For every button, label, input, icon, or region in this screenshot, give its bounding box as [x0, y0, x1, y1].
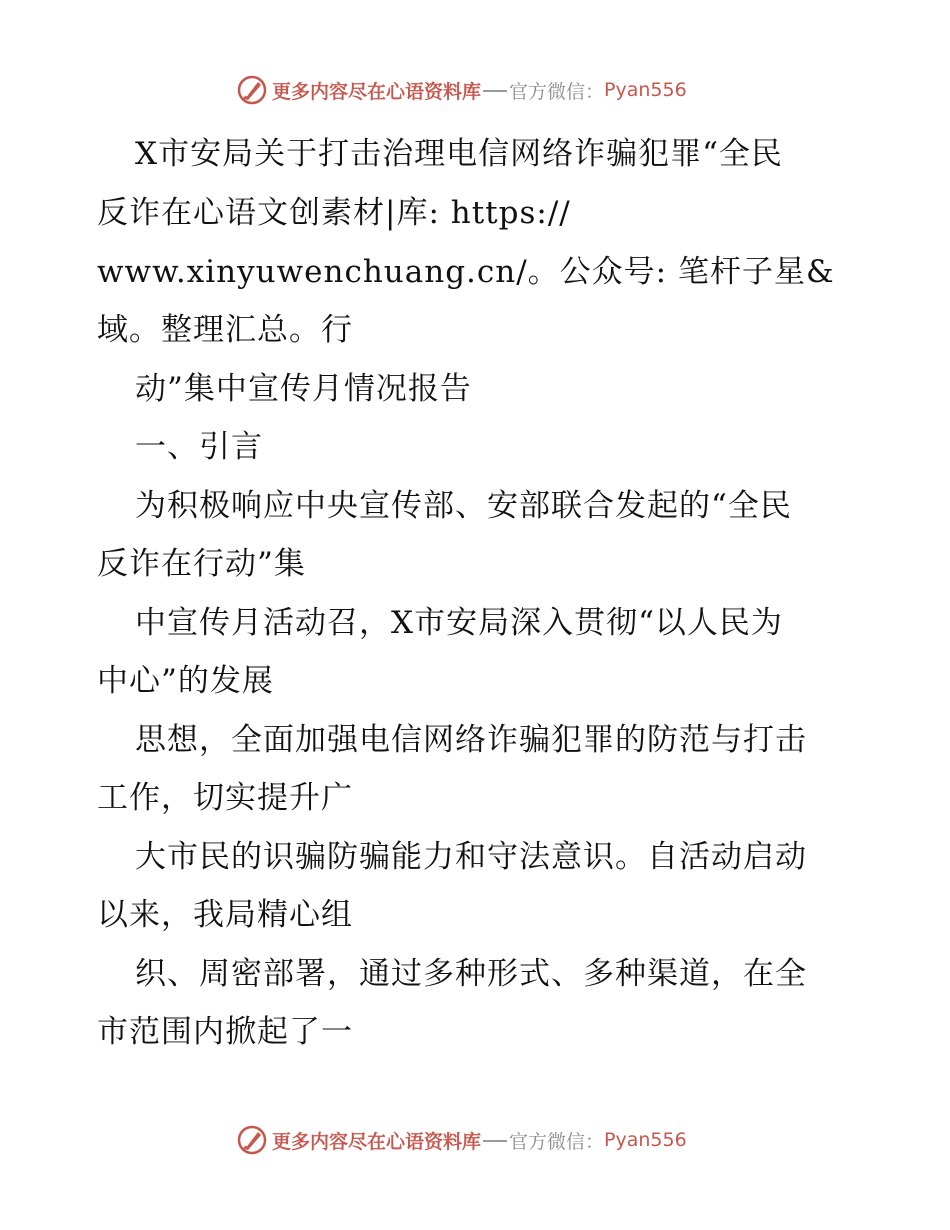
footer-watermark [236, 1122, 687, 1158]
watermark-slogan: 更多内容尽在心语资料库 [272, 80, 482, 103]
text-line: 大市民的识骗防骗能力和守法意识。自活动启动 [135, 839, 807, 875]
section-heading: 一、引言 [135, 429, 263, 465]
text-line: 动”集中宣传月情况报告 [135, 371, 472, 407]
text-line: 反诈在行动”集 [97, 546, 306, 582]
watermark-slogan: 更多内容尽在心语资料库 [272, 1130, 482, 1153]
header-watermark [236, 72, 687, 108]
watermark-wechat-label: 官方微信： [509, 80, 605, 103]
quill-logo-icon [236, 74, 268, 106]
watermark-wechat-label: 官方微信： [509, 1130, 605, 1153]
watermark-dash [483, 90, 507, 92]
text-line: 中宣传月活动召，X市安局深入贯彻“以人民为 [135, 605, 783, 641]
text-line: 思想，全面加强电信网络诈骗犯罪的防范与打击 [135, 722, 807, 758]
text-line: 以来，我局精心组 [97, 897, 353, 933]
text-line: 中心”的发展 [97, 663, 274, 699]
text-line: 市范围内掀起了一 [97, 1014, 353, 1050]
watermark-dash [483, 1140, 507, 1142]
text-line: 织、周密部署，通过多种形式、多种渠道，在全 [135, 956, 807, 992]
quill-logo-icon [236, 1124, 268, 1156]
watermark-wechat-id: Pyan556 [604, 79, 687, 101]
watermark-wechat-id: Pyan556 [604, 1129, 687, 1151]
text-line: 为积极响应中央宣传部、安部联合发起的“全民 [135, 488, 792, 524]
text-line: 反诈在心语文创素材|库: https:// [97, 195, 571, 231]
text-line: X市安局关于打击治理电信网络诈骗犯罪“全民 [135, 136, 783, 172]
text-line: www.xinyuwenchuang.cn/。公众号: 笔杆子星& [97, 254, 835, 290]
text-line: 域。整理汇总。行 [97, 312, 353, 348]
text-line: 工作，切实提升广 [97, 780, 353, 816]
